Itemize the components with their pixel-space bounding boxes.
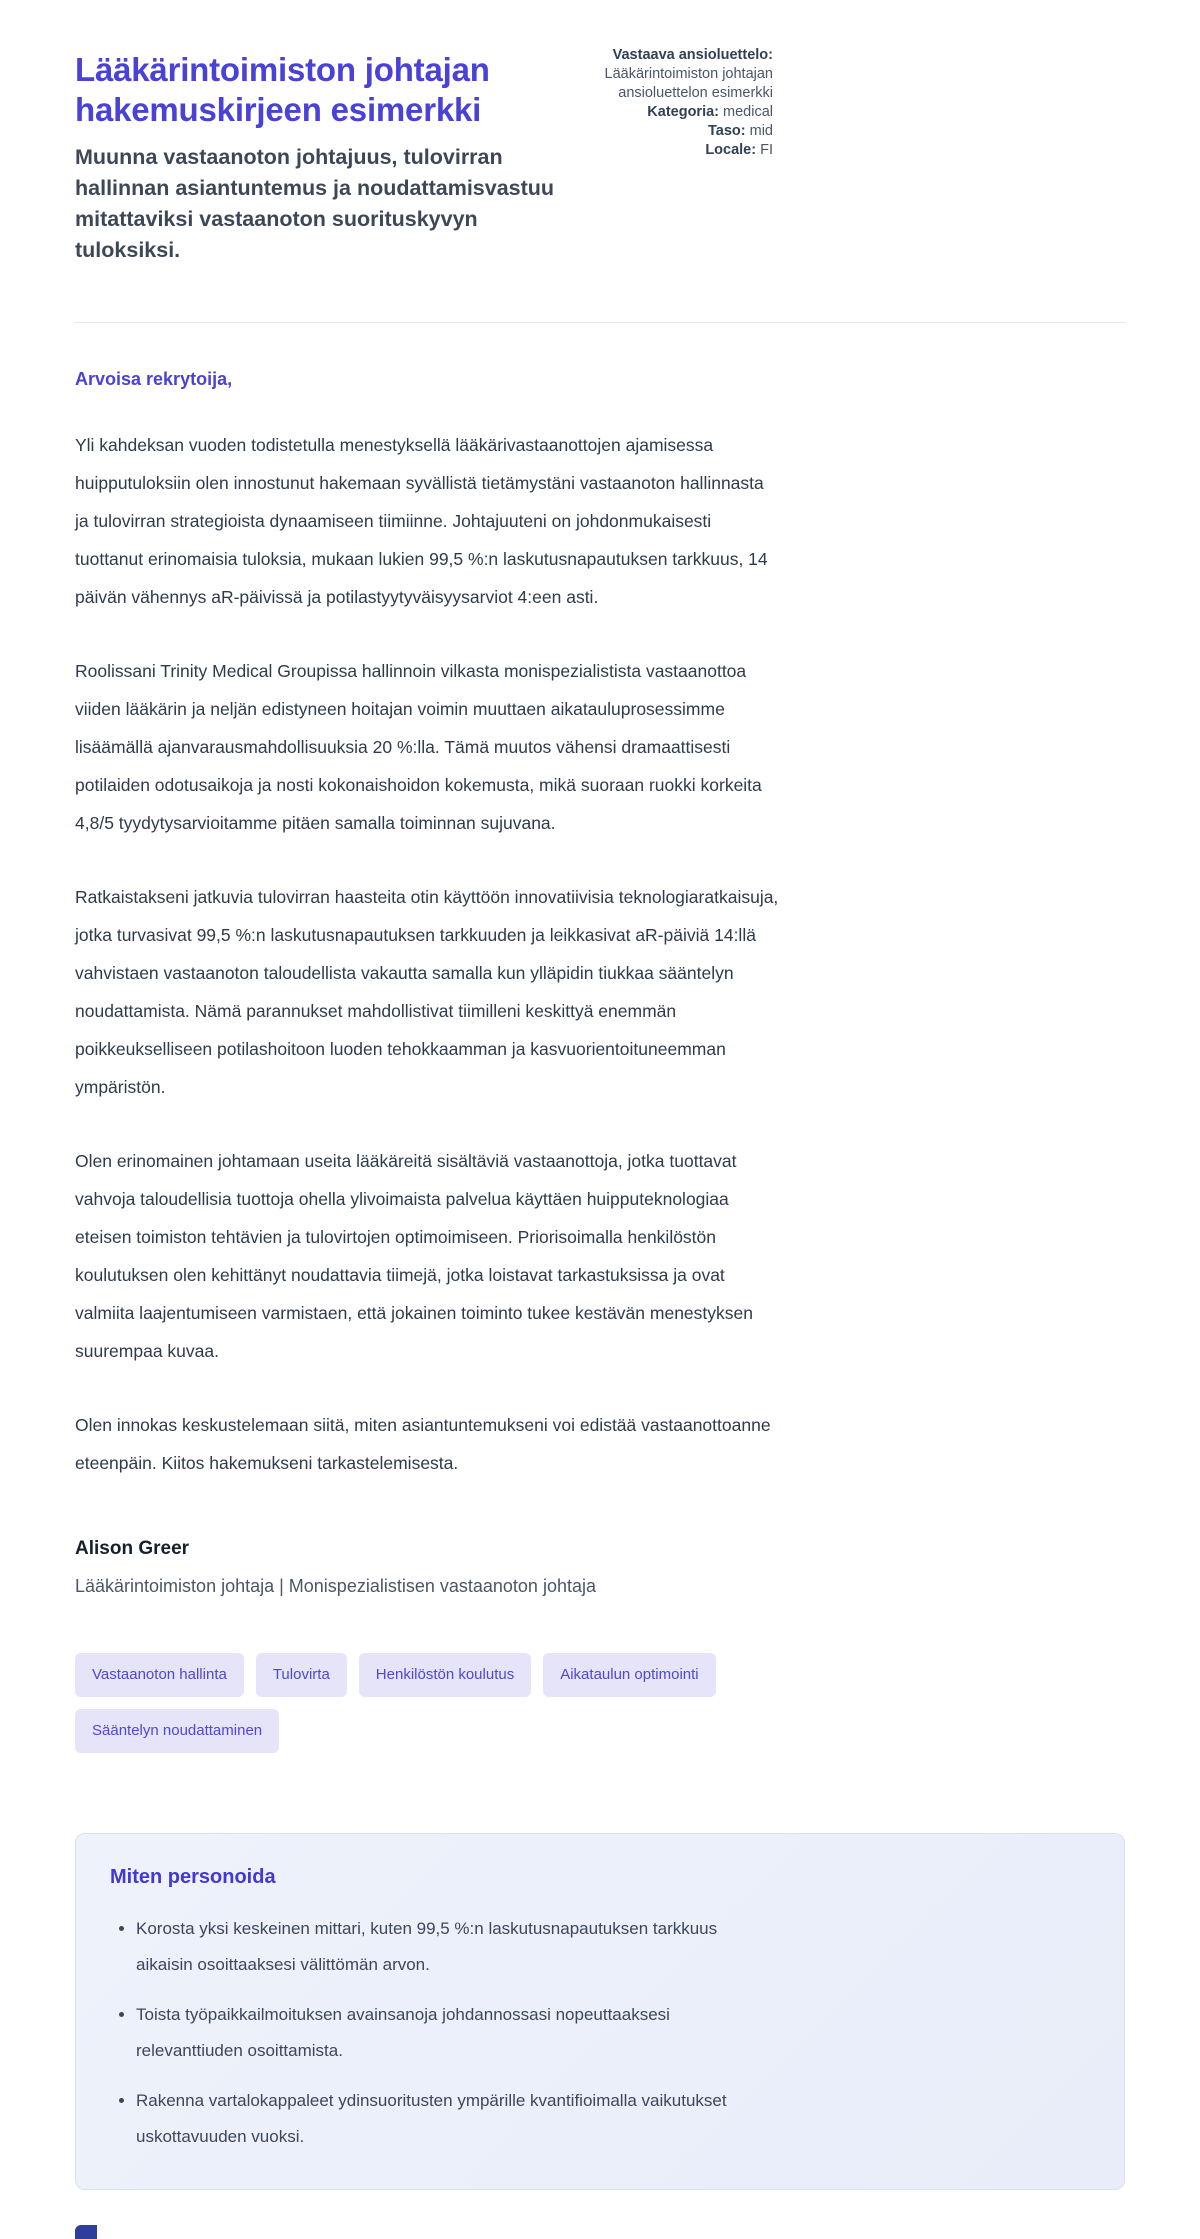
personalize-callout	[75, 1833, 1125, 2190]
tag-chip[interactable]: Aikataulun optimointi	[543, 1653, 715, 1697]
tag-list	[75, 1653, 773, 1753]
tag-chip[interactable]: Tulovirta	[256, 1653, 347, 1697]
personalize-bullet-list	[110, 1911, 770, 2155]
personalize-bullet: • Rakenna vartalokappaleet ydinsuoritusten ympärille kvantifioimalla vaikutukset uskottavuuden vuoksi.	[136, 2083, 770, 2155]
tag-chip[interactable]: Sääntelyn noudattaminen	[75, 1709, 279, 1753]
letter-paragraph: Roolissani Trinity Medical Groupissa hallinnoin vilkasta monispezialistista vastaanottoa viiden lääkärin ja neljän edistyneen hoitajan voimin muuttaen aikatauluprosessimme lisäämällä ajanvarausmahdollisuuksia 20 %:lla. Tämä muutos vähensi dramaattisesti potilaiden odotusaikoja ja nosti kokonaishoidon kokemusta, mikä suoraan ruokki korkeita 4,8/5 tyydytysarvioitamme pitäen samalla toiminnan sujuvana.	[75, 661, 762, 833]
meta-resume-value: Lääkärintoimiston johtajan ansioluettelon esimerkki	[604, 66, 773, 101]
page-subtitle: Muunna vastaanoton johtajuus, tulovirran hallinnan asiantuntemus ja noudattamisvastuu mitattaviksi vastaanoton suorituskyvyn tuloksiksi.	[75, 145, 555, 262]
letter-paragraph: Olen erinomainen johtamaan useita lääkäreitä sisältäviä vastaanottoja, jotka tuottavat vahvoja taloudellisia tuottoja ohella ylivoimaista palvelua käyttäen huipputeknologiaa eteisen toimiston tehtävien ja tulovirtojen optimoimiseen. Priorisoimalla henkilöstön koulutuksen olen kehittänyt noudattavia tiimejä, jotka loistavat tarkastuksissa ja ovat valmiita laajentumiseen varmistaen, että jokainen toiminto tukee kestävän menestyksen suurempaa kuvaa.	[75, 1151, 753, 1361]
personalize-bullet: • Toista työpaikkailmoituksen avainsanoja johdannossasi nopeuttaaksesi relevanttiuden osoittamista.	[136, 1997, 770, 2069]
personalize-bullet: • Korosta yksi keskeinen mittari, kuten 99,5 %:n laskutusnapautuksen tarkkuus aikaisin osoittaaksesi välittömän arvon.	[136, 1911, 770, 1983]
meta-level: Taso: mid	[707, 123, 773, 139]
title-block	[75, 44, 565, 266]
meta-resume-label: Vastaava ansioluettelo:	[612, 47, 773, 63]
personalize-heading: Miten personoida	[110, 1866, 276, 1888]
letter-body	[75, 426, 780, 1482]
tag-chip[interactable]: Vastaanoton hallinta	[75, 1653, 244, 1697]
header-divider	[75, 322, 1125, 323]
signature-title: Lääkärintoimiston johtaja | Monispezialistisen vastaanoton johtaja	[75, 1576, 596, 1596]
meta-panel	[565, 44, 773, 266]
tag-chip[interactable]: Henkilöstön koulutus	[359, 1653, 531, 1697]
meta-category: Kategoria: medical	[647, 104, 773, 120]
page-header	[75, 44, 773, 266]
signature-name: Alison Greer	[75, 1538, 190, 1559]
letter-greeting: Arvoisa rekrytoija,	[75, 369, 233, 389]
letter-paragraph: Ratkaistakseni jatkuvia tulovirran haasteita otin käyttöön innovatiivisia teknologiaratkaisuja, jotka turvasivat 99,5 %:n laskutusnapautuksen tarkkuuden ja leikkasivat aR-päiviä 14:llä vahvistaen vastaanoton taloudellista vakautta samalla kun ylläpidin tiukkaa sääntelyn noudattamista. Nämä parannukset mahdollistivat tiimilleni keskittyä enemmän poikkeukselliseen potilashoitoon luoden tehokkaamman ja kasvuorientoituneemman ympäristön.	[75, 887, 779, 1097]
partial-bottom-element	[75, 2225, 97, 2239]
content-container	[75, 0, 1125, 2190]
page-title: Lääkärintoimiston johtajan hakemuskirjeen esimerkki	[75, 51, 490, 128]
meta-locale: Locale: FI	[705, 142, 773, 158]
letter-paragraph: Yli kahdeksan vuoden todistetulla menestyksellä lääkärivastaanottojen ajamisessa huipputuloksiin olen innostunut hakemaan syvällistä tietämystäni vastaanoton hallinnasta ja tulovirran strategioista dynaamiseen tiimiinne. Johtajuuteni on johdonmukaisesti tuottanut erinomaisia tuloksia, mukaan lukien 99,5 %:n laskutusnapautuksen tarkkuus, 14 päivän vähennys aR-päivissä ja potilastyytyväisyysarviot 4:een asti.	[75, 435, 768, 607]
letter-paragraph: Olen innokas keskustelemaan siitä, miten asiantuntemukseni voi edistää vastaanottoanne eteenpäin. Kiitos hakemukseni tarkastelemisesta.	[75, 1415, 771, 1473]
